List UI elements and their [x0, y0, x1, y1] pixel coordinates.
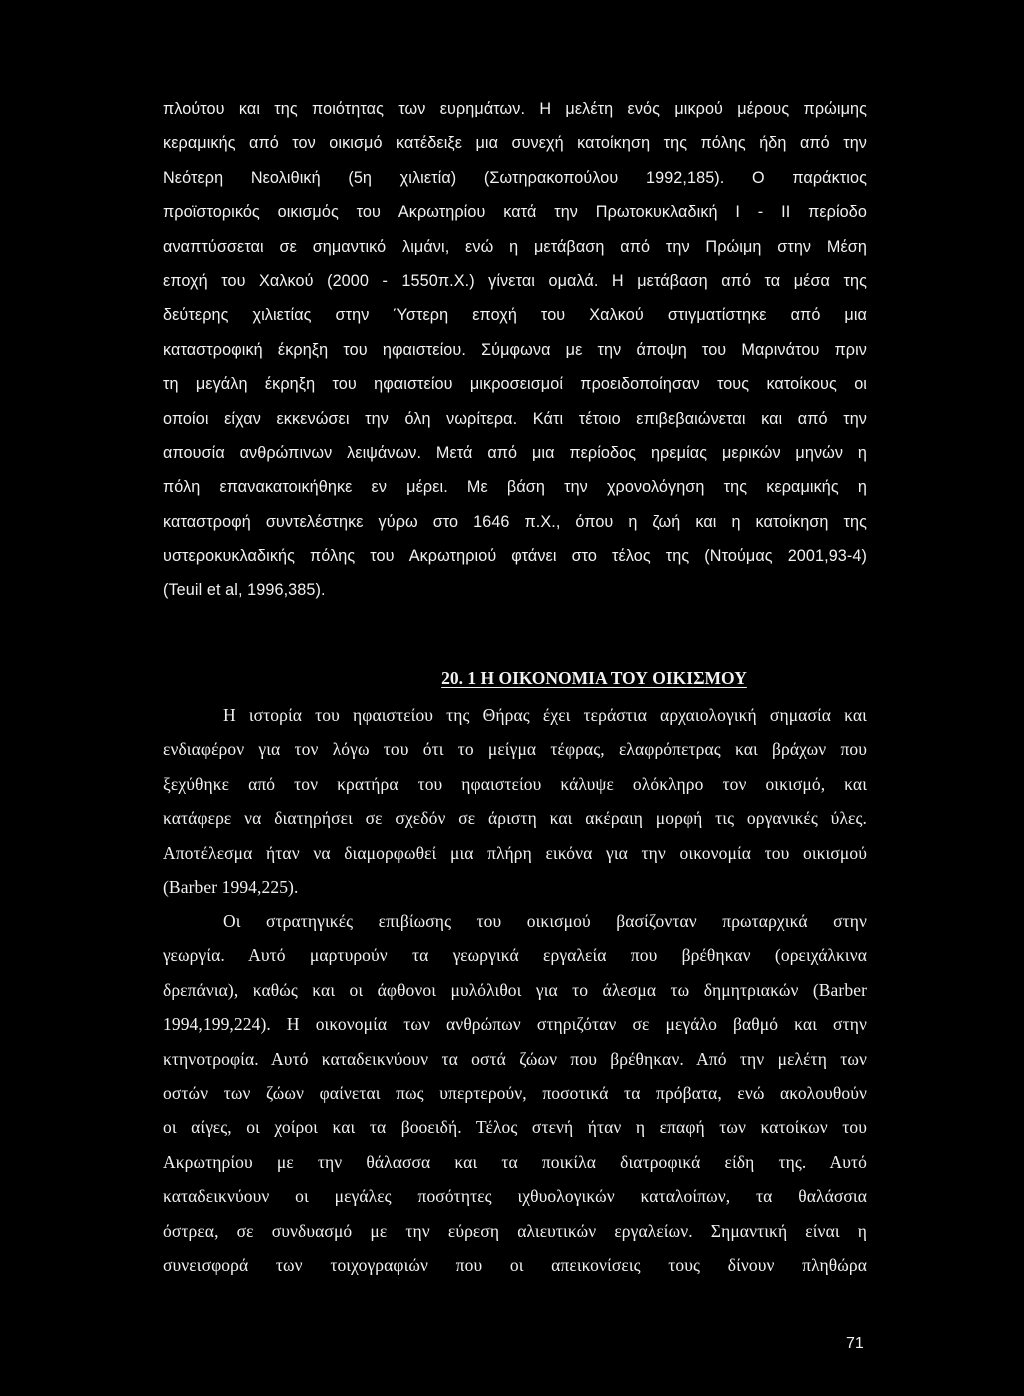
text-line: κτηνοτροφία. Αυτό καταδεικνύουν τα οστά ζώων που βρέθηκαν. Από την μελέτη των — [163, 1048, 867, 1069]
text-line: Οι στρατηγικές επιβίωσης του οικισμού βασίζονταν πρωταρχικά στην — [223, 911, 867, 931]
text-line: Αποτέλεσμα ήταν να διαμορφωθεί μια πλήρη εικόνα για την οικονομία του οικισμού — [163, 842, 867, 863]
text-line: ξεχύθηκε από τον κρατήρα του ηφαιστείου κάλυψε ολόκληρο τον οικισμό, και — [163, 773, 867, 794]
text-line: 1994,199,224). Η οικονομία των ανθρώπων στηριζόταν σε μεγάλο βαθμό και στην — [163, 1014, 867, 1035]
text-line: πλούτου και της ποιότητας των ευρημάτων. Η μελέτη ενός μικρού μέρους πρώιμης — [163, 100, 867, 118]
text-line: καταστροφή συντελέστηκε γύρω στο 1646 π.Χ., όπου η ζωή και η κατοίκηση της — [163, 512, 867, 531]
text-line: ενδιαφέρον για τον λόγω του ότι το μείγμα τέφρας, ελαφρόπετρας και βράχων που — [163, 739, 867, 760]
text-line: καταδεικνύουν οι μεγάλες ποσότητες ιχθυολογικών καταλοίπων, τα θαλάσσια — [163, 1186, 867, 1207]
text-line: καταστροφική έκρηξη του ηφαιστείου. Σύμφωνα με την άποψη του Μαρινάτου πριν — [163, 340, 867, 359]
paragraph-2 — [163, 698, 867, 904]
text-line: δεύτερης χιλιετίας στην Ύστερη εποχή του Χαλκού στιγματίστηκε από μια — [163, 306, 867, 325]
text-line: κατάφερε να διατηρήσει σε σχεδόν σε άριστη και ακέραιη μορφή τις οργανικές ύλες. — [163, 808, 867, 829]
text-line: αναπτύσσεται σε σημαντικό λιμάνι, ενώ η μετάβαση από την Πρώιμη στην Μέση — [163, 237, 867, 256]
text-line: απουσία ανθρώπινων λειψάνων. Μετά από μια περίοδος ηρεμίας μερικών μηνών η — [163, 443, 867, 462]
text-line: οποίοι είχαν εκκενώσει την όλη νωρίτερα. Κάτι τέτοιο επιβεβαιώνεται και από την — [163, 409, 867, 428]
section-heading-text: 20. 1 Η ΟΙΚΟΝΟΜΙΑ ΤΟΥ ΟΙΚΙΣΜΟΥ — [441, 668, 747, 688]
text-line: οι αίγες, οι χοίροι και τα βοοειδή. Τέλος στενή ήταν η επαφή των κατοίκων του — [163, 1117, 867, 1138]
text-line: πόλη επανακατοικήθηκε εν μέρει. Με βάση την χρονολόγηση της κεραμικής η — [163, 478, 867, 497]
text-line: Ακρωτηρίου με την θάλασσα και τα ποικίλα διατροφικά είδη της. Αυτό — [163, 1151, 867, 1172]
text-line: (Barber 1994,225). — [163, 876, 299, 897]
text-line: κεραμικής από τον οικισμό κατέδειξε μια συνεχή κατοίκηση της πόλης ήδη από την — [163, 134, 867, 153]
text-line: Η ιστορία του ηφαιστείου της Θήρας έχει τεράστια αρχαιολογική σημασία και — [223, 705, 867, 725]
paragraph-3 — [163, 904, 867, 1282]
text-line: όστρεα, σε συνδυασμό με την εύρεση αλιευτικών εργαλείων. Σημαντική είναι η — [163, 1220, 867, 1241]
text-line: οστών των ζώων φαίνεται πως υπερτερούν, ποσοτικά τα πρόβατα, ενώ ακολουθούν — [163, 1082, 867, 1103]
text-line: δρεπάνια), καθώς και οι άφθονοι μυλόλιθοι για το άλεσμα τω δημητριακών (Barber — [163, 979, 867, 1000]
text-line: προϊστορικός οικισμός του Ακρωτηρίου κατά την Πρωτοκυκλαδική Ι - ΙΙ περίοδο — [163, 203, 867, 222]
paragraph-1 — [163, 92, 867, 608]
text-line: (Teuil et al, 1996,385). — [163, 581, 326, 600]
text-line: γεωργία. Αυτό μαρτυρούν τα γεωργικά εργαλεία που βρέθηκαν (ορειχάλκινα — [163, 945, 867, 966]
page-number: 71 — [846, 1335, 864, 1352]
text-line: συνεισφορά των τοιχογραφιών που οι απεικονίσεις τους δίνουν πληθώρα — [163, 1254, 867, 1275]
text-line: εποχή του Χαλκού (2000 - 1550π.Χ.) γίνεται ομαλά. Η μετάβαση από τα μέσα της — [163, 271, 867, 290]
text-line: Νεότερη Νεολιθική (5η χιλιετία) (Σωτηρακοπούλου 1992,185). Ο παράκτιος — [163, 168, 867, 187]
section-heading — [0, 662, 1024, 694]
text-line: τη μεγάλη έκρηξη του ηφαιστείου μικροσεισμοί προειδοποίησαν τους κατοίκους οι — [163, 375, 867, 394]
text-line: υστεροκυκλαδικής πόλης του Ακρωτηριού φτάνει στο τέλος της (Ντούμας 2001,93-4) — [163, 547, 867, 566]
